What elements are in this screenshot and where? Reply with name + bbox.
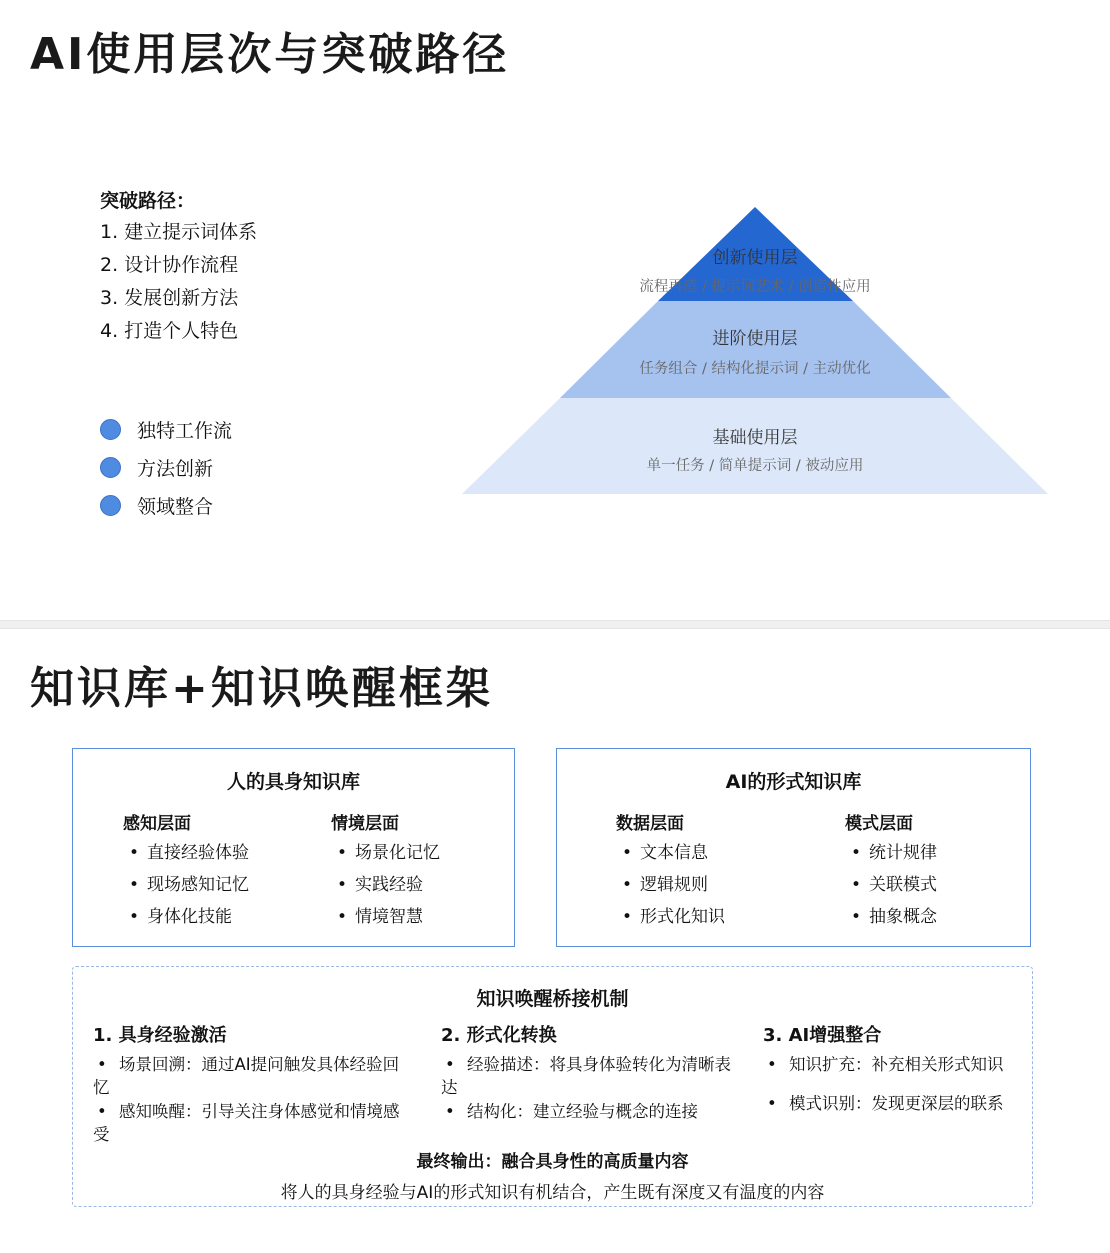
bridge-step-3 [763, 1021, 1033, 1116]
step-heading: 2. 形式化转换 [441, 1025, 557, 1046]
column-heading: 情境层面 [331, 814, 399, 834]
step-item: • 模式识别：发现更深层的联系 [763, 1092, 1033, 1115]
pyramid-middle-title: 进阶使用层 [712, 329, 798, 349]
list-item: • 身体化技能 [129, 904, 249, 936]
data-column [616, 809, 725, 936]
section-title-knowledge-framework: 知识库+知识唤醒框架 [30, 663, 493, 714]
list-item: • 关联模式 [851, 872, 937, 904]
final-output-label: 最终输出：融合具身性的高质量内容 [416, 1152, 689, 1172]
legend-label: 领域整合 [137, 495, 214, 518]
list-item: • 直接经验体验 [129, 840, 249, 872]
step-item: • 结构化：建立经验与概念的连接 [441, 1100, 741, 1123]
legend-label: 独特工作流 [137, 419, 233, 442]
step-heading: 1. 具身经验激活 [93, 1025, 227, 1046]
ai-knowledge-box [556, 748, 1031, 947]
breakthrough-item: 1. 建立提示词体系 [100, 221, 258, 243]
pyramid-level-advanced [560, 301, 951, 398]
usage-pyramid [0, 0, 1110, 620]
pyramid-bottom-title: 基础使用层 [712, 428, 798, 448]
list-item: • 形式化知识 [622, 904, 725, 936]
step-item: • 场景回溯：通过AI提问触发具体经验回忆 [93, 1053, 403, 1099]
list-item: • 统计规律 [851, 840, 937, 872]
step-item: • 知识扩充：补充相关形式知识 [763, 1053, 1033, 1076]
human-knowledge-title: 人的具身知识库 [226, 771, 360, 793]
pyramid-top-subtitle: 流程再造 / 提示词艺术 / 创造性应用 [639, 279, 871, 295]
breakthrough-item: 4. 打造个人特色 [100, 320, 239, 342]
pattern-column [845, 809, 937, 936]
bridge-step-2 [441, 1021, 741, 1124]
list-item: • 抽象概念 [851, 904, 937, 936]
column-heading: 数据层面 [616, 814, 684, 834]
final-output-description: 将人的具身经验与AI的形式知识有机结合，产生既有深度又有温度的内容 [280, 1183, 825, 1203]
step-item: • 经验描述：将具身体验转化为清晰表达 [441, 1053, 741, 1099]
column-heading: 模式层面 [845, 814, 913, 834]
context-column [331, 809, 440, 936]
list-item: • 文本信息 [622, 840, 725, 872]
list-item: • 现场感知记忆 [129, 872, 249, 904]
pyramid-middle-subtitle: 任务组合 / 结构化提示词 / 主动优化 [639, 361, 871, 377]
legend-label: 方法创新 [137, 457, 214, 480]
perception-column [123, 809, 249, 936]
breakthrough-item: 2. 设计协作流程 [100, 254, 239, 276]
column-heading: 感知层面 [123, 814, 191, 834]
list-item: • 情境智慧 [337, 904, 440, 936]
ai-knowledge-title: AI的形式知识库 [725, 771, 862, 793]
step-heading: 3. AI增强整合 [763, 1025, 882, 1046]
bridge-mechanism-box [72, 966, 1033, 1207]
breakthrough-heading: 突破路径： [100, 190, 196, 212]
pyramid-top-title: 创新使用层 [712, 248, 798, 268]
bridge-title: 知识唤醒桥接机制 [476, 988, 629, 1010]
section-divider [0, 620, 1110, 629]
breakthrough-item: 3. 发展创新方法 [100, 287, 239, 309]
list-item: • 逻辑规则 [622, 872, 725, 904]
pyramid-bottom-subtitle: 单一任务 / 简单提示词 / 被动应用 [646, 458, 864, 474]
list-item: • 场景化记忆 [337, 840, 440, 872]
human-knowledge-box [72, 748, 515, 947]
list-item: • 实践经验 [337, 872, 440, 904]
step-item: • 感知唤醒：引导关注身体感觉和情境感受 [93, 1100, 403, 1146]
section-title-ai-usage: AI使用层次与突破路径 [30, 29, 510, 80]
bridge-step-1 [93, 1021, 403, 1147]
